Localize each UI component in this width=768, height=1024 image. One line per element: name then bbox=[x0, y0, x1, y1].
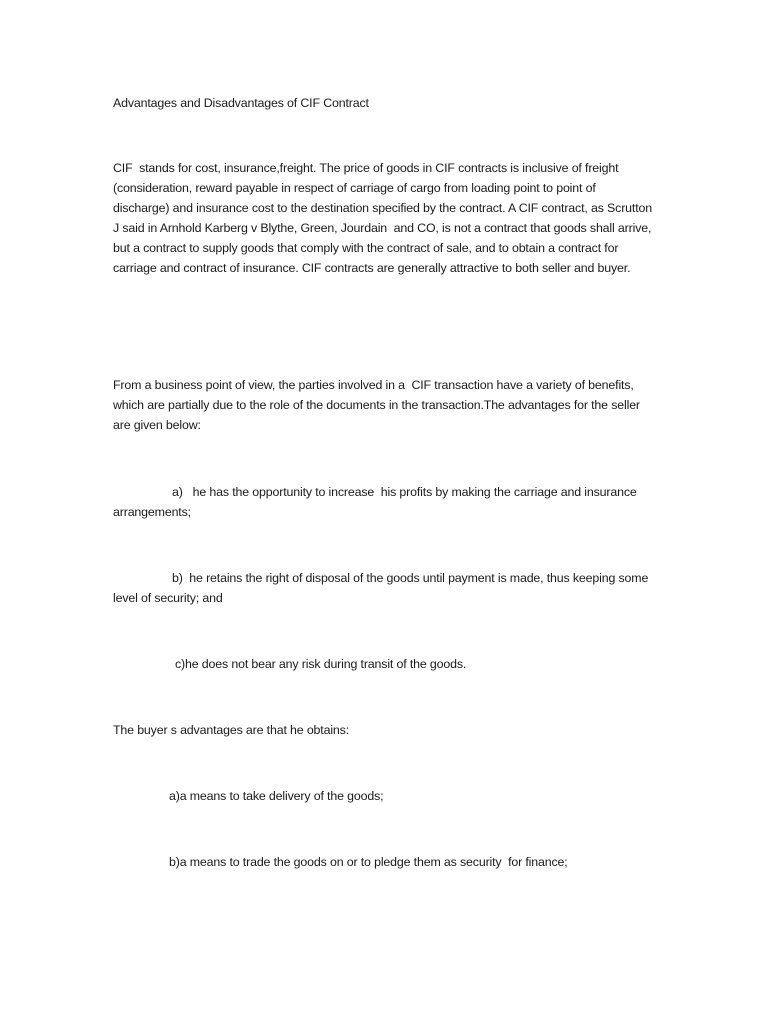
intro-paragraph: CIF stands for cost, insurance,freight. The price of goods in CIF contracts is inclusive of freight (consideration, reward payable in respect of carriage of cargo from loading point to point of discharge) and insurance cost to the destination specified by the contract. A CIF contract, as Scrutton J said in Arnhold Karberg v Blythe, Green, Jourdain and CO, is not a contract that goods shall arrive, but a contract to supply goods that comply with the contract of sale, and to obtain a contract for carriage and contract of insurance. CIF contracts are generally attractive to both seller and buyer. bbox=[113, 161, 656, 275]
business-paragraph: From a business point of view, the parties involved in a CIF transaction have a variety of benefits, which are partially due to the role of the documents in the transaction.The advantages for the seller are given below: bbox=[113, 378, 644, 432]
buyer-advantage-b: b)a means to trade the goods on or to pledge them as security for finance; bbox=[169, 855, 568, 869]
buyer-advantage-a: a)a means to take delivery of the goods; bbox=[169, 789, 384, 803]
document-title: Advantages and Disadvantages of CIF Contract bbox=[113, 96, 369, 110]
seller-advantage-a: a) he has the opportunity to increase his profits by making the carriage and insurance arrangements; bbox=[113, 485, 640, 519]
seller-advantage-c: c)he does not bear any risk during transit of the goods. bbox=[175, 657, 467, 671]
buyer-advantages-heading: The buyer s advantages are that he obtains: bbox=[113, 723, 350, 737]
seller-advantage-b: b) he retains the right of disposal of the goods until payment is made, thus keeping some level of security; and bbox=[113, 571, 652, 605]
